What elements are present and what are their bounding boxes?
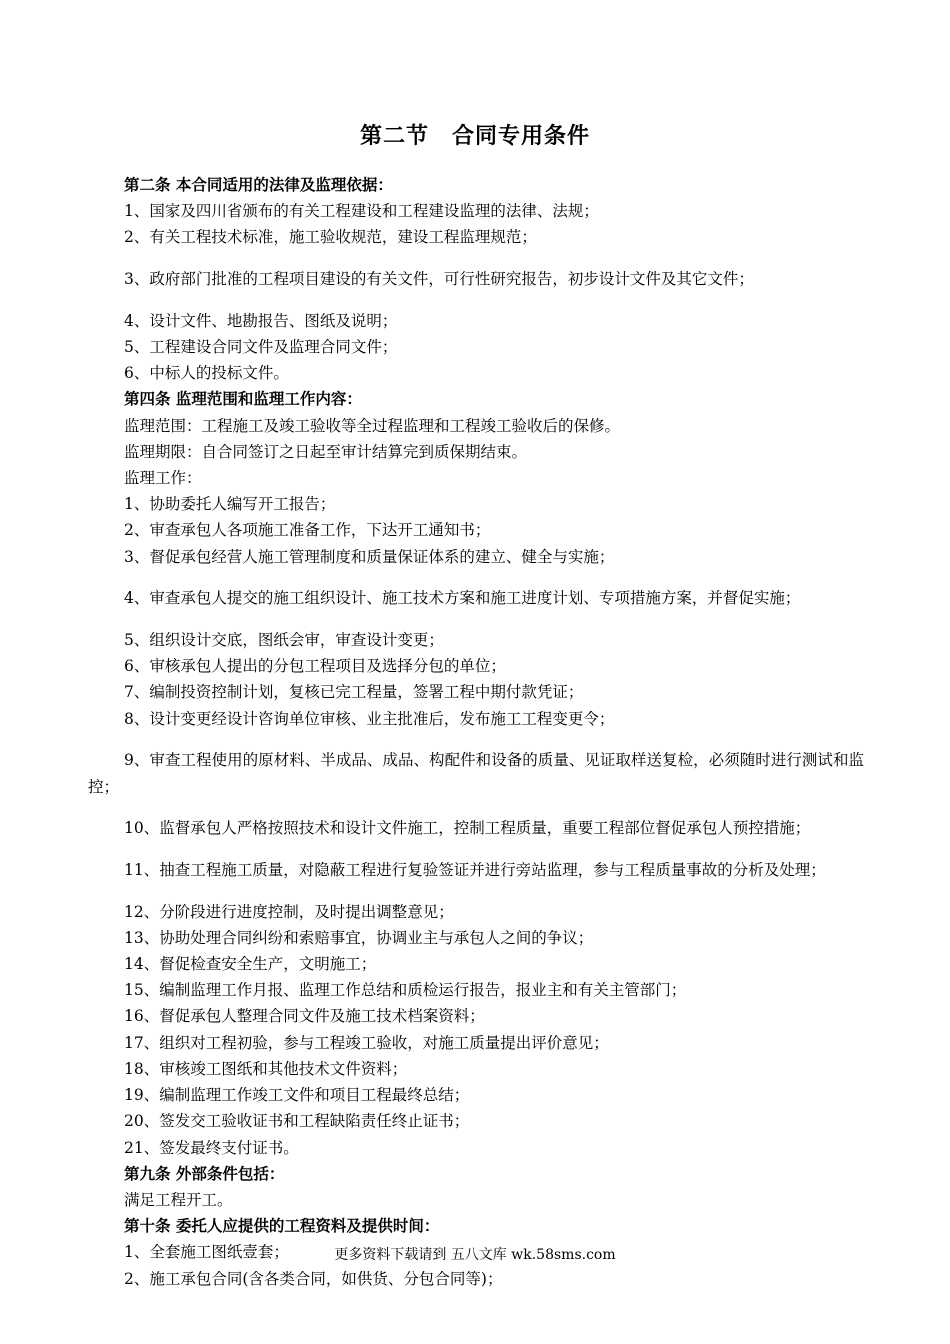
article-4-item: 16、督促承包人整理合同文件及施工技术档案资料； — [124, 1007, 485, 1026]
article-9-heading: 第九条 外部条件包括： — [124, 1164, 285, 1183]
article-4-item: 2、审查承包人各项施工准备工作，下达开工通知书； — [124, 521, 491, 540]
article-4-item: 4、审查承包人提交的施工组织设计、施工技术方案和施工进度计划、专项措施方案，并督促实施； — [124, 589, 801, 608]
article-4-item: 12、分阶段进行进度控制，及时提出调整意见； — [124, 902, 454, 921]
article-10-item: 2、施工承包合同(含各类合同，如供货、分包合同等)； — [124, 1269, 503, 1288]
document-body — [88, 172, 864, 1292]
article-4-item: 3、督促承包经营人施工管理制度和质量保证体系的建立、健全与实施； — [124, 547, 615, 566]
article-4-item: 10、监督承包人严格按照技术和设计文件施工，控制工程质量，重要工程部位督促承包人预控措施； — [124, 819, 811, 838]
article-2-item: 4、设计文件、地勘报告、图纸及说明； — [124, 311, 398, 330]
article-4-item: 11、抽查工程施工质量，对隐蔽工程进行复验签证并进行旁站监理，参与工程质量事故的分析及处理； — [124, 860, 826, 879]
article-2-item: 3、政府部门批准的工程项目建设的有关文件，可行性研究报告，初步设计文件及其它文件； — [124, 270, 754, 289]
article-2-item: 1、国家及四川省颁布的有关工程建设和工程建设监理的法律、法规； — [124, 202, 599, 221]
article-2-item: 2、有关工程技术标准，施工验收规范，建设工程监理规范； — [124, 228, 537, 247]
section-title: 第二节 合同专用条件 — [359, 124, 590, 149]
article-4-item: 6、审核承包人提出的分包工程项目及选择分包的单位； — [124, 657, 506, 676]
article-4-item: 15、编制监理工作月报、监理工作总结和质检运行报告，报业主和有关主管部门； — [124, 981, 687, 1000]
article-9-content: 满足工程开工。 — [124, 1190, 233, 1209]
article-4-item: 8、设计变更经设计咨询单位审核、业主批准后，发布施工工程变更令； — [124, 709, 615, 728]
article-4-item: 20、签发交工验收证书和工程缺陷责任终止证书； — [124, 1112, 470, 1131]
article-2-item: 5、工程建设合同文件及监理合同文件； — [124, 338, 398, 357]
article-4-item: 5、组织设计交底，图纸会审，审查设计变更； — [124, 631, 444, 650]
article-10-heading: 第十条 委托人应提供的工程资料及提供时间： — [124, 1217, 440, 1236]
article-4-item: 14、督促检查安全生产，文明施工； — [124, 955, 377, 974]
article-4-item: 19、编制监理工作竣工文件和项目工程最终总结； — [124, 1086, 470, 1105]
article-4-item: 9、审查工程使用的原材料、半成品、成品、构配件和设备的质量、见证取样送复检，必须随时进行测试和监控； — [88, 751, 864, 796]
article-4-item: 18、审核竣工图纸和其他技术文件资料； — [124, 1059, 408, 1078]
article-4-heading: 第四条 监理范围和监理工作内容： — [124, 390, 362, 409]
article-4-item: 7、编制投资控制计划，复核已完工程量，签署工程中期付款凭证； — [124, 683, 584, 702]
article-4-item: 1、协助委托人编写开工报告； — [124, 495, 336, 514]
footer-download-link[interactable]: 更多资料下载请到 五八文库 wk.58sms.com — [334, 1247, 616, 1263]
article-4-item: 13、协助处理合同纠纷和索赔事宜，协调业主与承包人之间的争议； — [124, 928, 594, 947]
article-4-item: 17、组织对工程初验，参与工程竣工验收，对施工质量提出评价意见； — [124, 1033, 609, 1052]
article-10-item: 1、全套施工图纸壹套； — [124, 1243, 289, 1262]
article-2-heading: 第二条 本合同适用的法律及监理依据： — [124, 176, 393, 194]
article-4-item: 21、签发最终支付证书。 — [124, 1138, 299, 1157]
supervision-scope: 监理范围：工程施工及竣工验收等全过程监理和工程竣工验收后的保修。 — [124, 416, 621, 435]
supervision-work-label: 监理工作： — [124, 469, 202, 488]
article-2-item: 6、中标人的投标文件。 — [124, 364, 289, 383]
supervision-period: 监理期限：自合同签订之日起至审计结算完到质保期结束。 — [124, 442, 528, 461]
